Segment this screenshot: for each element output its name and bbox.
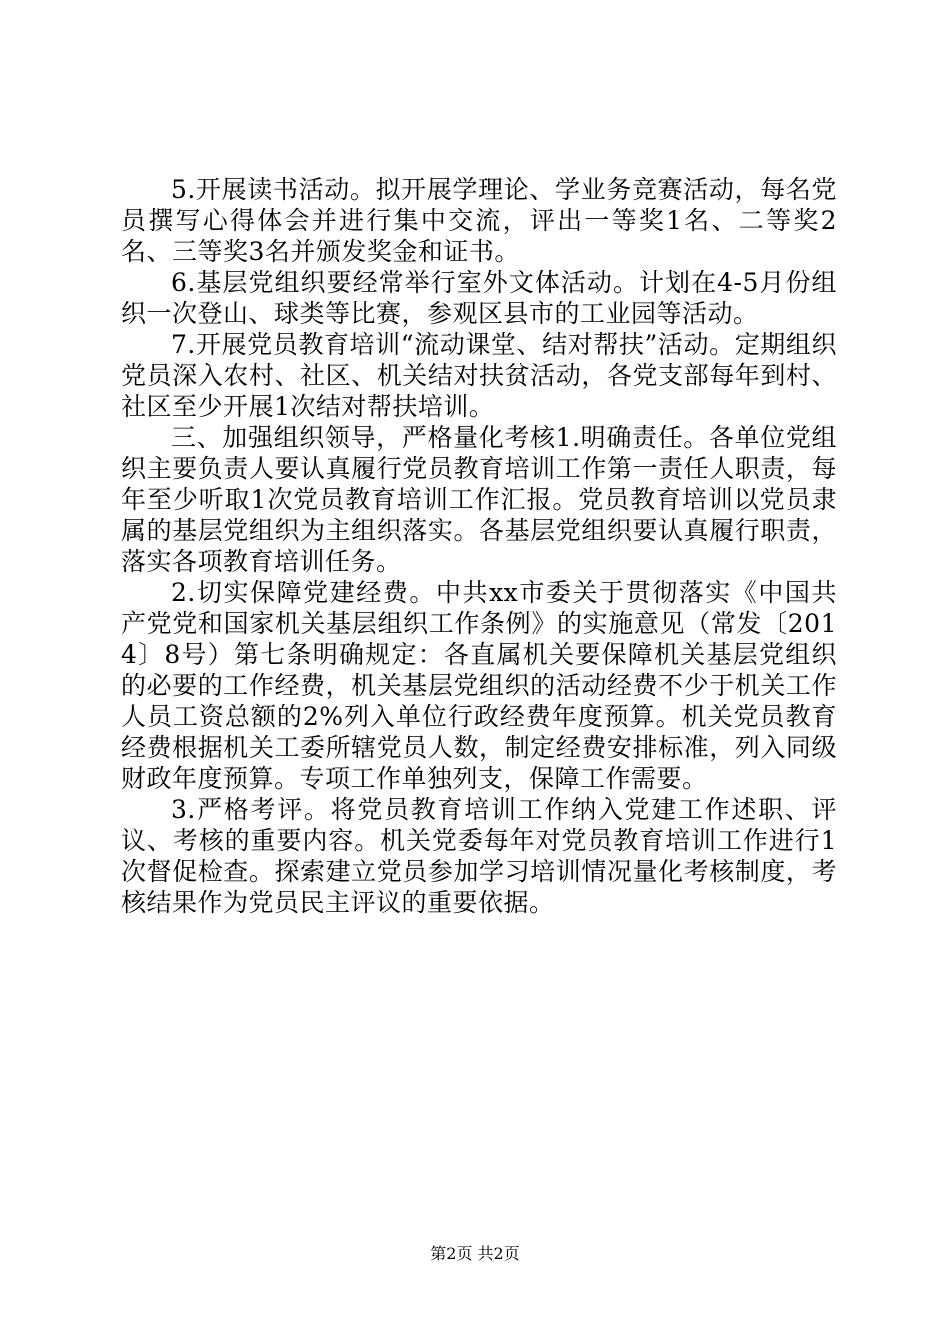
paragraph-evaluation: 3.严格考评。将党员教育培训工作纳入党建工作述职、评议、考核的重要内容。机关党委每年对党员教育培训工作进行1次督促检查。探索建立党员参加学习培训情况量化考核制度，考核结果作为党员民主评议的重要依据。 <box>121 795 837 917</box>
document-body <box>121 174 837 918</box>
paragraph-mobile-classroom: 7.开展党员教育培训“流动课堂、结对帮扶”活动。定期组织党员深入农村、社区、机关结对扶贫活动，各党支部每年到村、社区至少开展1次结对帮扶培训。 <box>121 330 837 421</box>
page-number-footer: 第2页 共2页 <box>430 1244 520 1263</box>
paragraph-reading-activity: 5.开展读书活动。拟开展学理论、学业务竞赛活动，每名党员撰写心得体会并进行集中交流，评出一等奖1名、二等奖2名、三等奖3名并颁发奖金和证书。 <box>121 175 837 266</box>
paragraph-funding: 2.切实保障党建经费。中共xx市委关于贯彻落实《中国共产党党和国家机关基层组织工作条例》的实施意见（常发〔2014〕8号）第七条明确规定：各直属机关要保障机关基层党组织的必要的工作经费，机关基层党组织的活动经费不少于机关工作人员工资总额的2%列入单位行政经费年度预算。机关党员教育经费根据机关工委所辖党员人数，制定经费安排标准，列入同级财政年度预算。专项工作单独列支，保障工作需要。 <box>121 578 837 793</box>
paragraph-section-three: 三、加强组织领导，严格量化考核1.明确责任。各单位党组织主要负责人要认真履行党员教育培训工作第一责任人职责，每年至少听取1次党员教育培训工作汇报。党员教育培训以党员隶属的基层党组织为主组织落实。各基层党组织要认真履行职责，落实各项教育培训任务。 <box>121 423 837 576</box>
paragraph-outdoor-activity: 6.基层党组织要经常举行室外文体活动。计划在4-5月份组织一次登山、球类等比赛，参观区县市的工业园等活动。 <box>121 268 837 328</box>
